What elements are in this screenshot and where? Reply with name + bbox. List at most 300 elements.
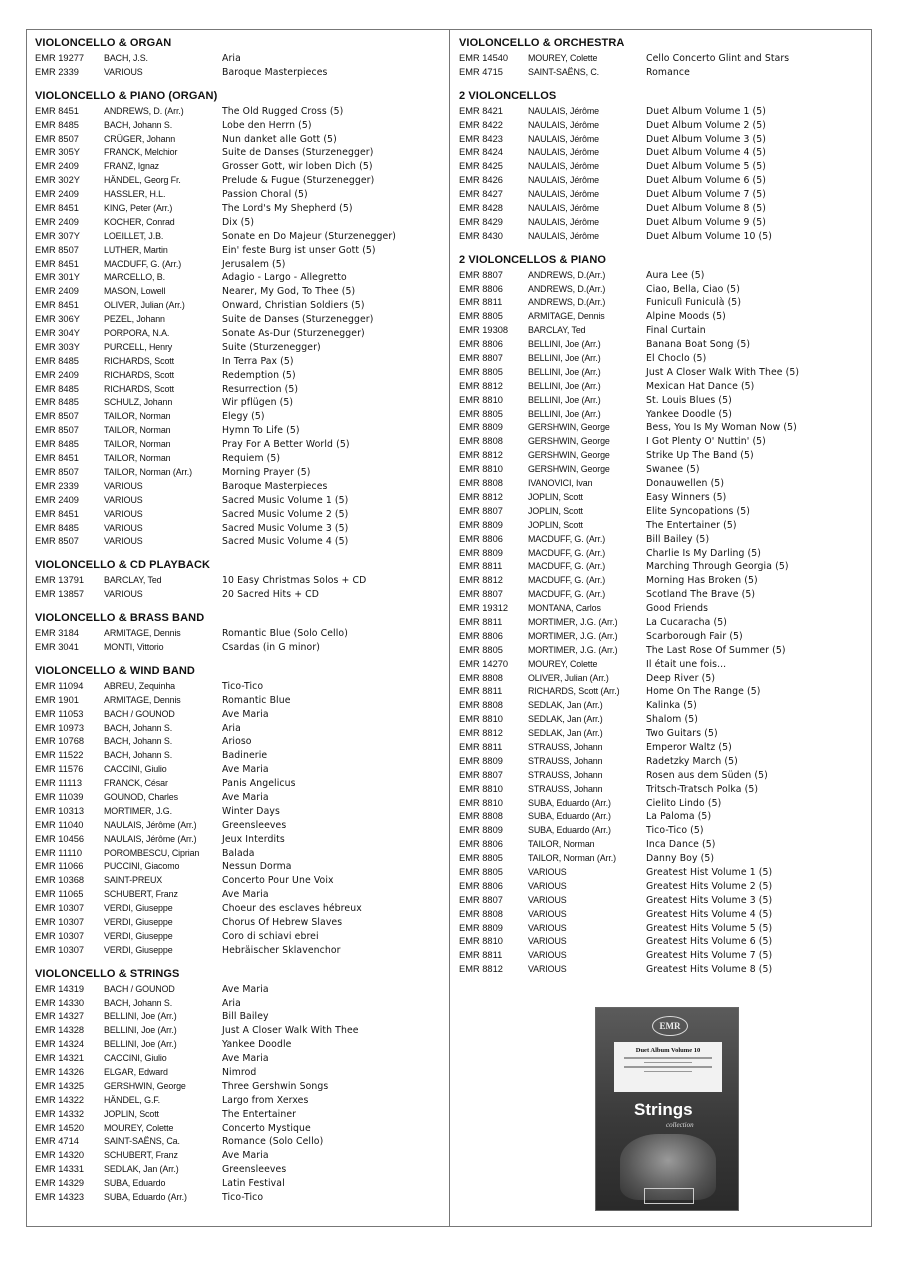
catalog-number: EMR 8807 — [459, 505, 503, 516]
catalog-entry — [35, 574, 445, 588]
catalog-entry — [459, 838, 869, 852]
composer: HÄNDEL, Georg Fr. — [104, 175, 181, 186]
piece-title: Nessun Dorma — [222, 861, 292, 873]
composer: BELLINI, Joe (Arr.) — [104, 1011, 177, 1022]
catalog-entry — [35, 763, 445, 777]
catalog-number: EMR 8808 — [459, 672, 503, 683]
catalog-entry — [35, 119, 445, 133]
catalog-entry — [459, 963, 869, 977]
piece-title: Duet Album Volume 4 (5) — [646, 147, 766, 159]
catalog-number: EMR 10368 — [35, 875, 85, 886]
composer: NAULAIS, Jérôme (Arr.) — [104, 833, 197, 844]
composer: CACCINI, Giulio — [104, 1053, 167, 1064]
piece-title: Duet Album Volume 9 (5) — [646, 216, 766, 228]
catalog-number: EMR 14322 — [35, 1094, 85, 1105]
piece-title: La Paloma (5) — [646, 811, 712, 823]
composer: VARIOUS — [528, 866, 567, 877]
catalog-entry — [459, 713, 869, 727]
catalog-number: EMR 2409 — [35, 161, 79, 172]
catalog-entry — [35, 174, 445, 188]
composer: SUBA, Eduardo — [104, 1178, 166, 1189]
piece-title: Greatest Hits Volume 5 (5) — [646, 922, 773, 934]
composer: HASSLER, H.L. — [104, 189, 166, 200]
piece-title: El Choclo (5) — [646, 353, 707, 365]
composer: ANDREWS, D. (Arr.) — [104, 105, 184, 116]
catalog-number: EMR 14327 — [35, 1011, 85, 1022]
catalog-entry — [459, 644, 869, 658]
piece-title: Balada — [222, 847, 255, 859]
catalog-entry — [459, 310, 869, 324]
catalog-entry — [35, 708, 445, 722]
catalog-number: EMR 14326 — [35, 1067, 85, 1077]
catalog-number: EMR 8812 — [459, 575, 503, 586]
catalog-number: EMR 8811 — [459, 741, 503, 752]
piece-title: Concerto Mystique — [222, 1122, 311, 1134]
section-heading: VIOLONCELLO & BRASS BAND — [35, 612, 205, 625]
composer: VARIOUS — [528, 950, 567, 961]
catalog-number: EMR 14520 — [35, 1122, 85, 1133]
catalog-number: EMR 8428 — [459, 203, 503, 214]
composer: TAILOR, Norman — [104, 411, 171, 422]
catalog-section — [35, 966, 445, 1205]
catalog-number: EMR 8423 — [459, 133, 503, 144]
catalog-entry — [35, 383, 445, 397]
catalog-entry — [35, 735, 445, 749]
catalog-entry — [459, 630, 869, 644]
piece-title: Wir pflügen (5) — [222, 397, 294, 409]
composer: ANDREWS, D.(Arr.) — [528, 297, 606, 308]
catalog-number: EMR 8809 — [459, 422, 503, 433]
composer: ARMITAGE, Dennis — [104, 628, 181, 639]
catalog-number: EMR 2409 — [35, 286, 79, 297]
piece-title: Chorus Of Hebrew Slaves — [222, 916, 343, 928]
catalog-number: EMR 10307 — [35, 930, 85, 941]
piece-title: Elite Syncopations (5) — [646, 505, 751, 517]
piece-title: The Entertainer (5) — [646, 519, 737, 531]
piece-title: Home On The Range (5) — [646, 686, 761, 698]
composer: MACDUFF, G. (Arr.) — [528, 533, 606, 544]
section-heading: VIOLONCELLO & STRINGS — [35, 967, 180, 980]
catalog-number: EMR 3184 — [35, 628, 79, 639]
piece-title: Aria — [222, 722, 241, 734]
catalog-number: EMR 1901 — [35, 694, 79, 705]
piece-title: Greensleeves — [222, 819, 287, 831]
catalog-entry — [35, 1163, 445, 1177]
piece-title: Greatest Hits Volume 2 (5) — [646, 880, 773, 892]
catalog-entry — [459, 338, 869, 352]
catalog-entry — [459, 296, 869, 310]
piece-title: Sacred Music Volume 4 (5) — [222, 536, 349, 548]
composer: VERDI, Giuseppe — [104, 916, 173, 927]
catalog-entry — [35, 313, 445, 327]
piece-title: Rosen aus dem Süden (5) — [646, 769, 768, 781]
catalog-entry — [459, 533, 869, 547]
composer: STRAUSS, Johann — [528, 769, 603, 780]
catalog-number: EMR 10313 — [35, 805, 85, 816]
catalog-entry — [35, 1122, 445, 1136]
catalog-number: EMR 8805 — [459, 644, 503, 655]
composer: MORTIMER, J.G. (Arr.) — [528, 616, 618, 627]
catalog-number: EMR 8811 — [459, 297, 503, 308]
composer: MORTIMER, J.G. — [104, 805, 172, 816]
composer: NAULAIS, Jérôme — [528, 230, 600, 241]
catalog-number: EMR 11576 — [35, 764, 84, 775]
album-cover-image — [595, 1007, 739, 1211]
composer: MONTI, Vittorio — [104, 641, 164, 652]
composer: ANDREWS, D.(Arr.) — [528, 269, 606, 280]
catalog-number: EMR 11039 — [35, 791, 84, 802]
catalog-number: EMR 14331 — [35, 1164, 85, 1175]
piece-title: Two Guitars (5) — [646, 728, 718, 740]
piece-title: Bill Bailey (5) — [646, 533, 710, 545]
piece-title: Latin Festival — [222, 1178, 285, 1190]
composer: NAULAIS, Jérôme — [528, 105, 600, 116]
catalog-entry — [35, 355, 445, 369]
catalog-number: EMR 8451 — [35, 203, 79, 214]
piece-title: Panis Angelicus — [222, 778, 296, 790]
piece-title: Yankee Doodle — [222, 1039, 292, 1051]
composer: IVANOVICI, Ivan — [528, 478, 593, 489]
piece-title: Suite de Danses (Sturzenegger) — [222, 314, 374, 326]
piece-title: The Old Rugged Cross (5) — [222, 105, 344, 117]
catalog-number: EMR 8485 — [35, 383, 79, 394]
piece-title: Nimrod — [222, 1067, 257, 1078]
catalog-number: EMR 8485 — [35, 522, 79, 533]
piece-title: Romantic Blue (Solo Cello) — [222, 628, 348, 640]
piece-title: Duet Album Volume 7 (5) — [646, 189, 766, 201]
catalog-entry — [459, 133, 869, 147]
composer: VARIOUS — [528, 880, 567, 891]
piece-title: Just A Closer Walk With Thee — [222, 1025, 359, 1037]
catalog-entry — [35, 271, 445, 285]
catalog-entry — [35, 133, 445, 147]
catalog-section — [35, 610, 445, 655]
catalog-number: EMR 8451 — [35, 453, 79, 464]
catalog-entry — [459, 52, 869, 66]
composer: MORTIMER, J.G. (Arr.) — [528, 644, 618, 655]
catalog-entry — [35, 888, 445, 902]
catalog-entry — [459, 380, 869, 394]
piece-title: Easy Winners (5) — [646, 491, 727, 503]
section-heading: VIOLONCELLO & ORGAN — [35, 37, 172, 49]
composer: PORPORA, N.A. — [104, 328, 170, 339]
composer: BELLINI, Joe (Arr.) — [528, 353, 601, 364]
composer: VERDI, Giuseppe — [104, 903, 173, 914]
composer: VARIOUS — [104, 66, 143, 77]
catalog-number: EMR 8809 — [459, 755, 503, 766]
composer: SUBA, Eduardo (Arr.) — [528, 811, 611, 822]
composer: VARIOUS — [528, 908, 567, 919]
catalog-number: EMR 2409 — [35, 494, 79, 505]
catalog-entry — [459, 824, 869, 838]
catalog-number: EMR 14321 — [35, 1053, 85, 1064]
piece-title: Donauwellen (5) — [646, 478, 725, 490]
piece-title: Sacred Music Volume 3 (5) — [222, 522, 349, 534]
piece-title: Requiem (5) — [222, 453, 281, 465]
catalog-entry — [35, 327, 445, 341]
catalog-number: EMR 8507 — [35, 411, 79, 422]
catalog-number: EMR 8809 — [459, 922, 503, 933]
piece-title: Adagio - Largo - Allegretto — [222, 272, 347, 284]
catalog-entry — [35, 641, 445, 655]
composer: BACH, Johann S. — [104, 997, 173, 1008]
composer: STRAUSS, Johann — [528, 755, 603, 766]
catalog-number: EMR 8806 — [459, 339, 503, 350]
catalog-entry — [459, 160, 869, 174]
composer: SUBA, Eduardo (Arr.) — [528, 797, 611, 808]
composer: VARIOUS — [528, 922, 567, 933]
catalog-entry — [35, 930, 445, 944]
catalog-entry — [35, 874, 445, 888]
catalog-entry — [459, 949, 869, 963]
catalog-number: EMR 8809 — [459, 547, 503, 558]
catalog-number: EMR 8451 — [35, 300, 79, 311]
composer: NAULAIS, Jérôme — [528, 175, 600, 186]
catalog-number: EMR 8807 — [459, 894, 503, 905]
catalog-entry — [459, 491, 869, 505]
composer: GERSHWIN, George — [528, 450, 610, 461]
catalog-number: EMR 8421 — [459, 105, 503, 116]
piece-title: Greatest Hits Volume 3 (5) — [646, 894, 773, 906]
catalog-entry — [459, 449, 869, 463]
catalog-number: EMR 8810 — [459, 783, 503, 794]
piece-title: Greatest Hits Volume 4 (5) — [646, 908, 773, 920]
catalog-entry — [35, 1094, 445, 1108]
catalog-section — [35, 557, 445, 602]
catalog-entry — [35, 680, 445, 694]
composer: VARIOUS — [528, 936, 567, 947]
section-heading: 2 VIOLONCELLOS — [459, 89, 557, 102]
catalog-number: EMR 8451 — [35, 258, 79, 269]
catalog-entry — [35, 944, 445, 958]
catalog-number: EMR 8805 — [459, 853, 503, 864]
composer: MACDUFF, G. (Arr.) — [528, 589, 606, 600]
composer: TAILOR, Norman (Arr.) — [104, 466, 192, 477]
composer: LUTHER, Martin — [104, 244, 168, 255]
catalog-entry — [35, 508, 445, 522]
composer: RICHARDS, Scott — [104, 369, 175, 380]
catalog-number: EMR 305Y — [35, 147, 80, 158]
composer: TAILOR, Norman — [528, 839, 595, 850]
catalog-entry — [35, 188, 445, 202]
section-heading: VIOLONCELLO & ORCHESTRA — [459, 37, 625, 49]
catalog-number: EMR 13857 — [35, 589, 85, 600]
catalog-number: EMR 11113 — [35, 778, 83, 789]
composer: RICHARDS, Scott — [104, 383, 175, 394]
piece-title: Choeur des esclaves hébreux — [222, 903, 362, 915]
piece-title: Aria — [222, 53, 241, 64]
composer: ELGAR, Edward — [104, 1067, 168, 1077]
section-heading: 2 VIOLONCELLOS & PIANO — [459, 253, 607, 266]
composer: SUBA, Eduardo (Arr.) — [104, 1192, 187, 1203]
catalog-number: EMR 14270 — [459, 658, 509, 669]
piece-title: Ave Maria — [222, 889, 269, 901]
catalog-number: EMR 10768 — [35, 736, 85, 747]
piece-title: Danny Boy (5) — [646, 853, 715, 865]
composer: SCHUBERT, Franz — [104, 1150, 178, 1161]
piece-title: Duet Album Volume 1 (5) — [646, 105, 766, 117]
piece-title: Grosser Gott, wir loben Dich (5) — [222, 161, 373, 173]
piece-title: In Terra Pax (5) — [222, 355, 294, 367]
piece-title: Funiculì Funiculà (5) — [646, 297, 742, 309]
composer: ABREU, Zequinha — [104, 680, 176, 691]
catalog-number: EMR 13791 — [35, 575, 85, 586]
composer: MOUREY, Colette — [528, 53, 598, 63]
piece-title: Duet Album Volume 10 (5) — [646, 230, 773, 242]
section-heading: VIOLONCELLO & PIANO (ORGAN) — [35, 89, 218, 102]
catalog-entry — [459, 922, 869, 936]
catalog-entry — [459, 435, 869, 449]
catalog-number: EMR 8805 — [459, 311, 503, 322]
catalog-entry — [35, 1052, 445, 1066]
piece-title: Sonate As-Dur (Sturzenegger) — [222, 328, 365, 340]
piece-title: Nearer, My God, To Thee (5) — [222, 286, 356, 298]
catalog-entry — [35, 777, 445, 791]
catalog-number: EMR 8451 — [35, 105, 79, 116]
piece-title: Coro di schiavi ebrei — [222, 930, 319, 942]
composer: MOUREY, Colette — [528, 658, 598, 669]
catalog-number: EMR 8806 — [459, 630, 503, 641]
piece-title: Suite de Danses (Sturzenegger) — [222, 147, 374, 159]
piece-title: Ciao, Bella, Ciao (5) — [646, 283, 740, 295]
catalog-entry — [35, 66, 445, 80]
composer: VARIOUS — [104, 536, 143, 547]
piece-title: Onward, Christian Soldiers (5) — [222, 300, 365, 312]
composer: ARMITAGE, Dennis — [104, 694, 181, 705]
catalog-entry — [35, 694, 445, 708]
composer: CRÜGER, Johann — [104, 133, 176, 144]
piece-title: Baroque Masterpieces — [222, 66, 328, 78]
left-column — [35, 35, 445, 1213]
catalog-entry — [459, 852, 869, 866]
piece-title: Cello Concerto Glint and Stars — [646, 53, 790, 64]
catalog-entry — [35, 1177, 445, 1191]
composer: NAULAIS, Jérôme — [528, 133, 600, 144]
catalog-entry — [35, 627, 445, 641]
publisher-mark — [644, 1188, 694, 1204]
catalog-entry — [35, 52, 445, 66]
catalog-entry — [35, 997, 445, 1011]
catalog-entry — [35, 244, 445, 258]
composer: MONTANA, Carlos — [528, 603, 601, 614]
composer: STRAUSS, Johann — [528, 741, 603, 752]
composer: SAINT-SAËNS, C. — [528, 66, 599, 77]
catalog-entry — [35, 452, 445, 466]
catalog-number: EMR 14324 — [35, 1039, 85, 1050]
composer: BACH, Johann S. — [104, 722, 173, 733]
composer: NAULAIS, Jérôme — [528, 203, 600, 214]
composer: BELLINI, Joe (Arr.) — [528, 380, 601, 391]
catalog-number: EMR 8810 — [459, 464, 503, 475]
catalog-number: EMR 14329 — [35, 1178, 85, 1189]
piece-title: Pray For A Better World (5) — [222, 439, 350, 451]
piece-title: Resurrection (5) — [222, 383, 299, 395]
catalog-entry — [35, 1080, 445, 1094]
piece-title: Sacred Music Volume 1 (5) — [222, 494, 349, 506]
catalog-number: EMR 14328 — [35, 1025, 85, 1036]
piece-title: Good Friends — [646, 603, 709, 615]
catalog-number: EMR 8812 — [459, 450, 503, 461]
catalog-entry — [35, 105, 445, 119]
composer: RICHARDS, Scott (Arr.) — [528, 686, 620, 697]
catalog-entry — [35, 230, 445, 244]
catalog-number: EMR 8422 — [459, 119, 503, 130]
catalog-entry — [459, 283, 869, 297]
catalog-entry — [459, 658, 869, 672]
catalog-number: EMR 11040 — [35, 819, 84, 830]
catalog-entry — [35, 847, 445, 861]
composer: MASON, Lowell — [104, 286, 166, 297]
piece-title: Romantic Blue — [222, 694, 291, 706]
composer: SCHUBERT, Franz — [104, 889, 178, 900]
piece-title: Marching Through Georgia (5) — [646, 561, 789, 573]
catalog-section — [459, 252, 869, 977]
catalog-number: EMR 8811 — [459, 561, 503, 572]
catalog-entry — [35, 1149, 445, 1163]
catalog-number: EMR 8805 — [459, 408, 503, 419]
catalog-number: EMR 301Y — [35, 272, 80, 283]
catalog-entry — [35, 1108, 445, 1122]
composer: BACH / GOUNOD — [104, 708, 175, 719]
catalog-entry — [35, 860, 445, 874]
catalog-entry — [35, 722, 445, 736]
piece-title: Morning Has Broken (5) — [646, 575, 758, 587]
composer: VERDI, Giuseppe — [104, 944, 173, 955]
catalog-number: EMR 8810 — [459, 936, 503, 947]
piece-title: Prelude & Fugue (Sturzenegger) — [222, 175, 375, 187]
catalog-entry — [459, 519, 869, 533]
piece-title: Baroque Masterpieces — [222, 480, 328, 492]
catalog-number: EMR 14325 — [35, 1080, 85, 1091]
piece-title: Greatest Hits Volume 7 (5) — [646, 950, 773, 962]
piece-title: Passion Choral (5) — [222, 189, 308, 201]
composer: MACDUFF, G. (Arr.) — [528, 575, 606, 586]
cover-title-panel — [614, 1042, 722, 1092]
catalog-number: EMR 4715 — [459, 66, 503, 77]
catalog-section — [459, 35, 869, 80]
catalog-number: EMR 19308 — [459, 325, 509, 336]
composer: OLIVER, Julian (Arr.) — [104, 300, 185, 311]
composer: GERSHWIN, George — [528, 464, 610, 475]
composer: GERSHWIN, George — [528, 436, 610, 447]
composer: PEZEL, Johann — [104, 314, 165, 325]
piece-title: Inca Dance (5) — [646, 839, 716, 851]
composer: NAULAIS, Jérôme — [528, 119, 600, 130]
catalog-number: EMR 8810 — [459, 797, 503, 808]
composer: TAILOR, Norman — [104, 425, 171, 436]
catalog-entry — [35, 749, 445, 763]
catalog-number: EMR 8808 — [459, 811, 503, 822]
piece-title: Hymn To Life (5) — [222, 425, 300, 437]
catalog-entry — [35, 819, 445, 833]
catalog-number: EMR 8507 — [35, 133, 79, 144]
composer: JOPLIN, Scott — [528, 505, 583, 516]
catalog-entry — [35, 1038, 445, 1052]
piece-title: Lobe den Herrn (5) — [222, 119, 312, 131]
piece-title: Greatest Hits Volume 8 (5) — [646, 964, 773, 976]
piece-title: Yankee Doodle (5) — [646, 408, 732, 420]
composer: FRANZ, Ignaz — [104, 161, 160, 172]
catalog-number: EMR 8811 — [459, 950, 503, 961]
piece-title: La Cucaracha (5) — [646, 616, 727, 628]
composer: SCHULZ, Johann — [104, 397, 173, 408]
catalog-entry — [35, 369, 445, 383]
catalog-entry — [459, 894, 869, 908]
composer: KOCHER, Conrad — [104, 216, 175, 227]
catalog-number: EMR 8806 — [459, 839, 503, 850]
catalog-number: EMR 8811 — [459, 686, 503, 697]
catalog-entry — [35, 916, 445, 930]
